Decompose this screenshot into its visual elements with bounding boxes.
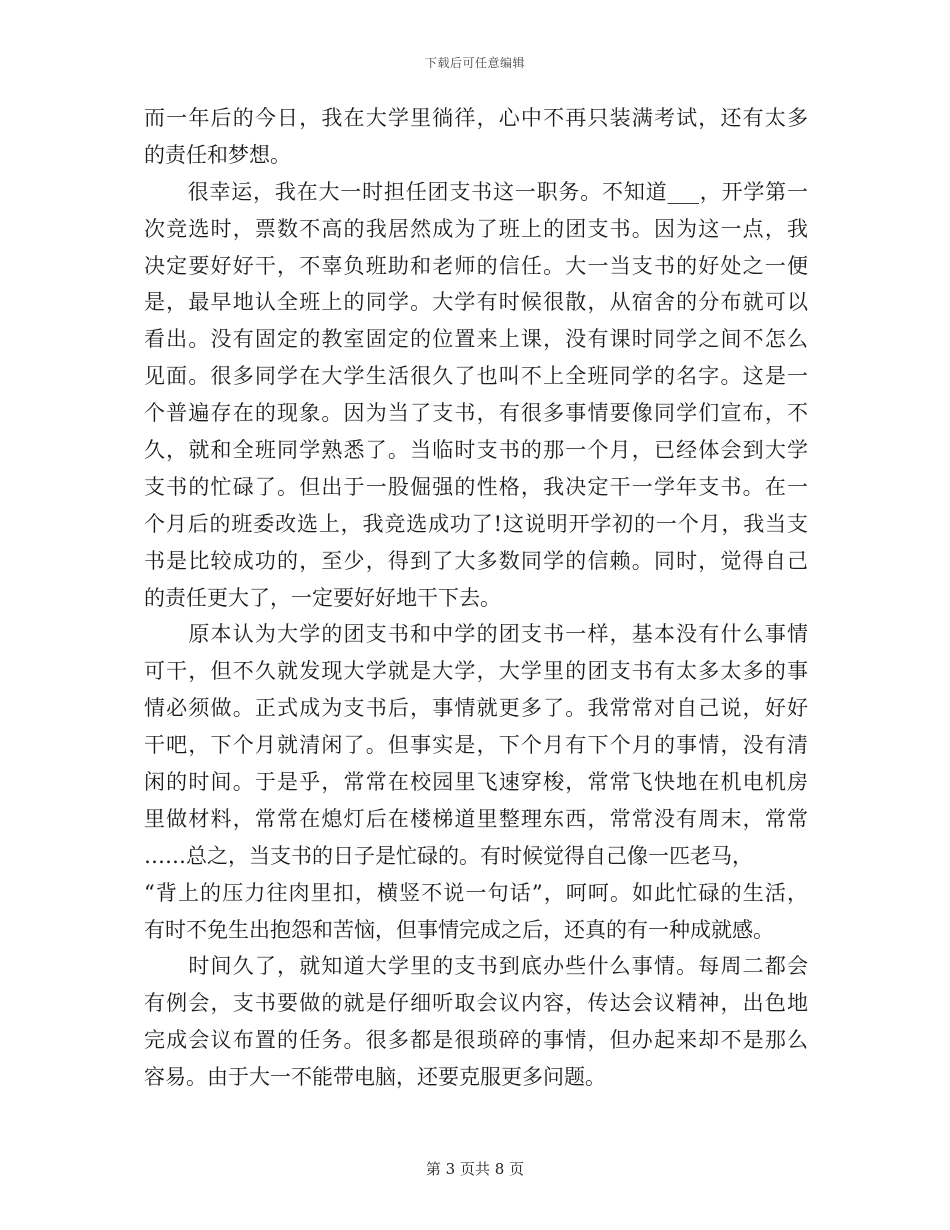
text-line: 个月后的班委改选上，我竞选成功了!这说明开学初的一个月，我当支 xyxy=(144,511,808,536)
text-line: 容易。由于大一不能带电脑，还要克服更多问题。 xyxy=(144,1065,606,1090)
text-line: 时间久了，就知道大学里的支书到底办些什么事情。每周二都会 xyxy=(144,954,808,979)
text-line: 个普遍存在的现象。因为当了支书，有很多事情要像同学们宣布，不 xyxy=(144,401,808,426)
text-line: 见面。很多同学在大学生活很久了也叫不上全班同学的名字。这是一 xyxy=(144,364,808,389)
text-line: 决定要好好干，不辜负班助和老师的信任。大一当支书的好处之一便 xyxy=(144,253,808,278)
text-line: 完成会议布置的任务。很多都是很琐碎的事情，但办起来却不是那么 xyxy=(144,1028,808,1053)
text-line: 闲的时间。于是乎，常常在校园里飞速穿梭，常常飞快地在机电机房 xyxy=(144,770,808,795)
text-line: 的责任更大了，一定要好好地干下去。 xyxy=(144,585,501,610)
text-line: 而一年后的今日，我在大学里徜徉，心中不再只装满考试，还有太多 xyxy=(144,106,808,130)
text-line: 干吧，下个月就清闲了。但事实是，下个月有下个月的事情，没有清 xyxy=(144,733,808,758)
text-line: 里做材料，常常在熄灯后在楼梯道里整理东西，常常没有周末，常常 xyxy=(144,806,808,831)
page-header: 下载后可任意编辑 xyxy=(424,56,525,70)
text-line: 次竞选时，票数不高的我居然成为了班上的团支书。因为这一点，我 xyxy=(144,216,808,241)
text-line: 书是比较成功的，至少，得到了大多数同学的信赖。同时，觉得自己 xyxy=(144,548,808,573)
text-line: 很幸运，我在大一时担任团支书这一职务。不知道___，开学第一 xyxy=(144,179,808,204)
text-line: ……总之，当支书的日子是忙碌的。有时候觉得自己像一匹老马， xyxy=(144,843,753,868)
text-line: 支书的忙碌了。但出于一股倔强的性格，我决定干一学年支书。在一 xyxy=(144,474,808,499)
text-line: 情必须做。正式成为支书后，事情就更多了。我常常对自己说，好好 xyxy=(144,696,808,721)
body-text xyxy=(144,100,808,1096)
text-line: 的责任和梦想。 xyxy=(144,142,291,167)
text-line: 原本认为大学的团支书和中学的团支书一样，基本没有什么事情 xyxy=(144,622,808,647)
text-line: 有例会，支书要做的就是仔细听取会议内容，传达会议精神，出色地 xyxy=(144,991,808,1016)
page-number: 第 3 页共 8 页 xyxy=(425,1160,525,1178)
text-line: 是，最早地认全班上的同学。大学有时候很散，从宿舍的分布就可以 xyxy=(144,290,808,315)
text-line: “背上的压力往肉里扣，横竖不说一句话”，呵呵。如此忙碌的生活， xyxy=(144,880,808,905)
text-line: 看出。没有固定的教室固定的位置来上课，没有课时同学之间不怎么 xyxy=(144,327,808,352)
text-line: 有时不免生出抱怨和苦恼，但事情完成之后，还真的有一种成就感。 xyxy=(144,917,774,942)
text-line: 可干，但不久就发现大学就是大学，大学里的团支书有太多太多的事 xyxy=(144,659,808,684)
text-line: 久，就和全班同学熟悉了。当临时支书的那一个月，已经体会到大学 xyxy=(144,438,808,463)
